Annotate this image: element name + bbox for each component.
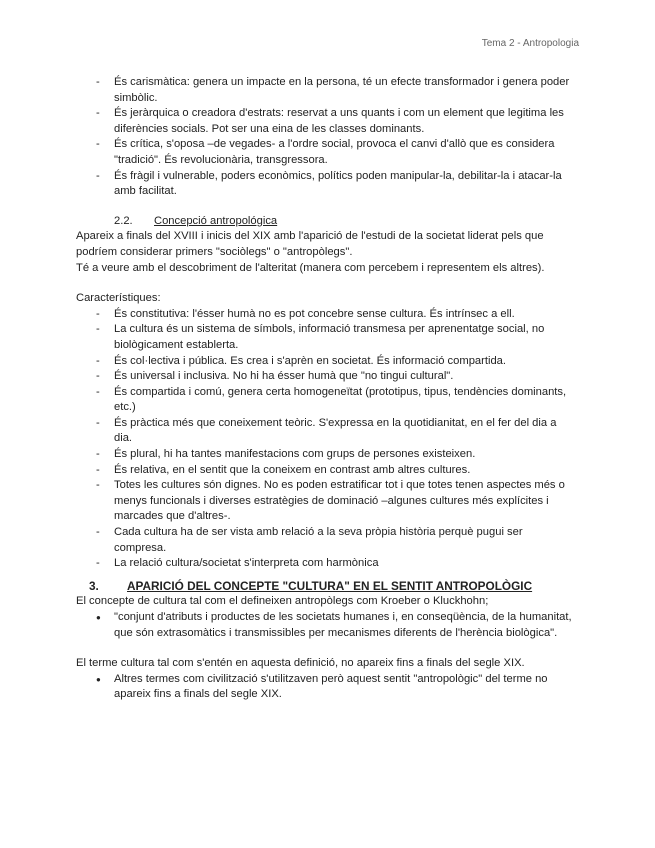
list-item: - La relació cultura/societat s'interpreta com harmònica — [76, 556, 576, 572]
paragraph: Té a veure amb el descobriment de l'alteritat (manera com percebem i representem els altres). — [76, 261, 545, 274]
terms-list — [76, 672, 576, 703]
subsection-number: 2.2. — [114, 214, 133, 227]
paragraph: Apareix a finals del XVIII i inicis del XIX amb l'aparició de l'estudi de la societat liderat pels que podríem considerar primers "sociòlegs" o "antropòlegs". — [76, 230, 544, 258]
culture-traits-list — [76, 75, 576, 200]
characteristics-label: Característiques: — [76, 292, 161, 305]
list-item: - Cada cultura ha de ser vista amb relació a la seva pròpia història perquè pugui ser compresa. — [76, 525, 576, 556]
section-heading — [76, 579, 576, 595]
list-item: - És fràgil i vulnerable, poders econòmics, polítics poden manipular-la, debilitar-la i atacar-la amb facilitat. — [76, 169, 576, 200]
document-body — [76, 75, 576, 703]
list-item: - És constitutiva: l'ésser humà no es pot concebre sense cultura. És intrínsec a ell. — [76, 307, 576, 323]
paragraph: El terme cultura tal com s'entén en aquesta definició, no apareix fins a finals del segle XIX. — [76, 657, 525, 670]
list-item: - Totes les cultures són dignes. No es poden estratificar tot i que totes tenen aspectes més o menys funcionals i diverses estratègies de dominació –algunes cultures més explícites i marcades que d'altres-. — [76, 478, 576, 525]
list-item: - La cultura és un sistema de símbols, informació transmesa per aprenentatge social, no biològicament establerta. — [76, 322, 576, 353]
list-item: ● "conjunt d'atributs i productes de les societats humanes i, en conseqüència, de la humanitat, que són extrasomàtics i transmissibles per mecanismes diferents de l'herència biològica". — [76, 610, 576, 641]
list-item: - És pràctica més que coneixement teòric. S'expressa en la quotidianitat, en el fer del dia a dia. — [76, 416, 576, 447]
list-item: ● Altres termes com civilització s'utilitzaven però aquest sentit "antropològic" del terme no apareix fins a finals del segle XIX. — [76, 672, 576, 703]
section-number: 3. — [89, 578, 99, 593]
list-item: - És universal i inclusiva. No hi ha ésser humà que "no tingui cultural". — [76, 369, 576, 385]
list-item: - És col·lectiva i pública. Es crea i s'aprèn en societat. És informació compartida. — [76, 354, 576, 370]
subsection-title: Concepció antropológica — [154, 214, 278, 227]
list-item: - És plural, hi ha tantes manifestacions com grups de persones existeixen. — [76, 447, 576, 463]
list-item: - És jeràrquica o creadora d'estrats: reservat a uns quants i com un element que legitima les diferències socials. Pot ser una eina de les classes dominants. — [76, 106, 576, 137]
subsection-heading — [76, 214, 576, 230]
section-title: APARICIÓ DEL CONCEPTE "CULTURA" EN EL SENTIT ANTROPOLÒGIC — [127, 578, 533, 593]
list-item: - És carismàtica: genera un impacte en la persona, té un efecte transformador i genera poder simbòlic. — [76, 75, 576, 106]
characteristics-list — [76, 307, 576, 572]
list-item: - És crítica, s'oposa –de vegades- a l'ordre social, provoca el canvi d'allò que es considera "tradició". És revolucionària, transgressora. — [76, 137, 576, 168]
definition-list — [76, 610, 576, 641]
list-item: - És relativa, en el sentit que la coneixem en contrast amb altres cultures. — [76, 463, 576, 479]
list-item: - És compartida i comú, genera certa homogeneïtat (prototipus, tipus, tendències dominants, etc.) — [76, 385, 576, 416]
page-header: Tema 2 - Antropologia — [481, 38, 579, 49]
paragraph: El concepte de cultura tal com el defineixen antropòlegs com Kroeber o Kluckhohn; — [76, 595, 489, 608]
